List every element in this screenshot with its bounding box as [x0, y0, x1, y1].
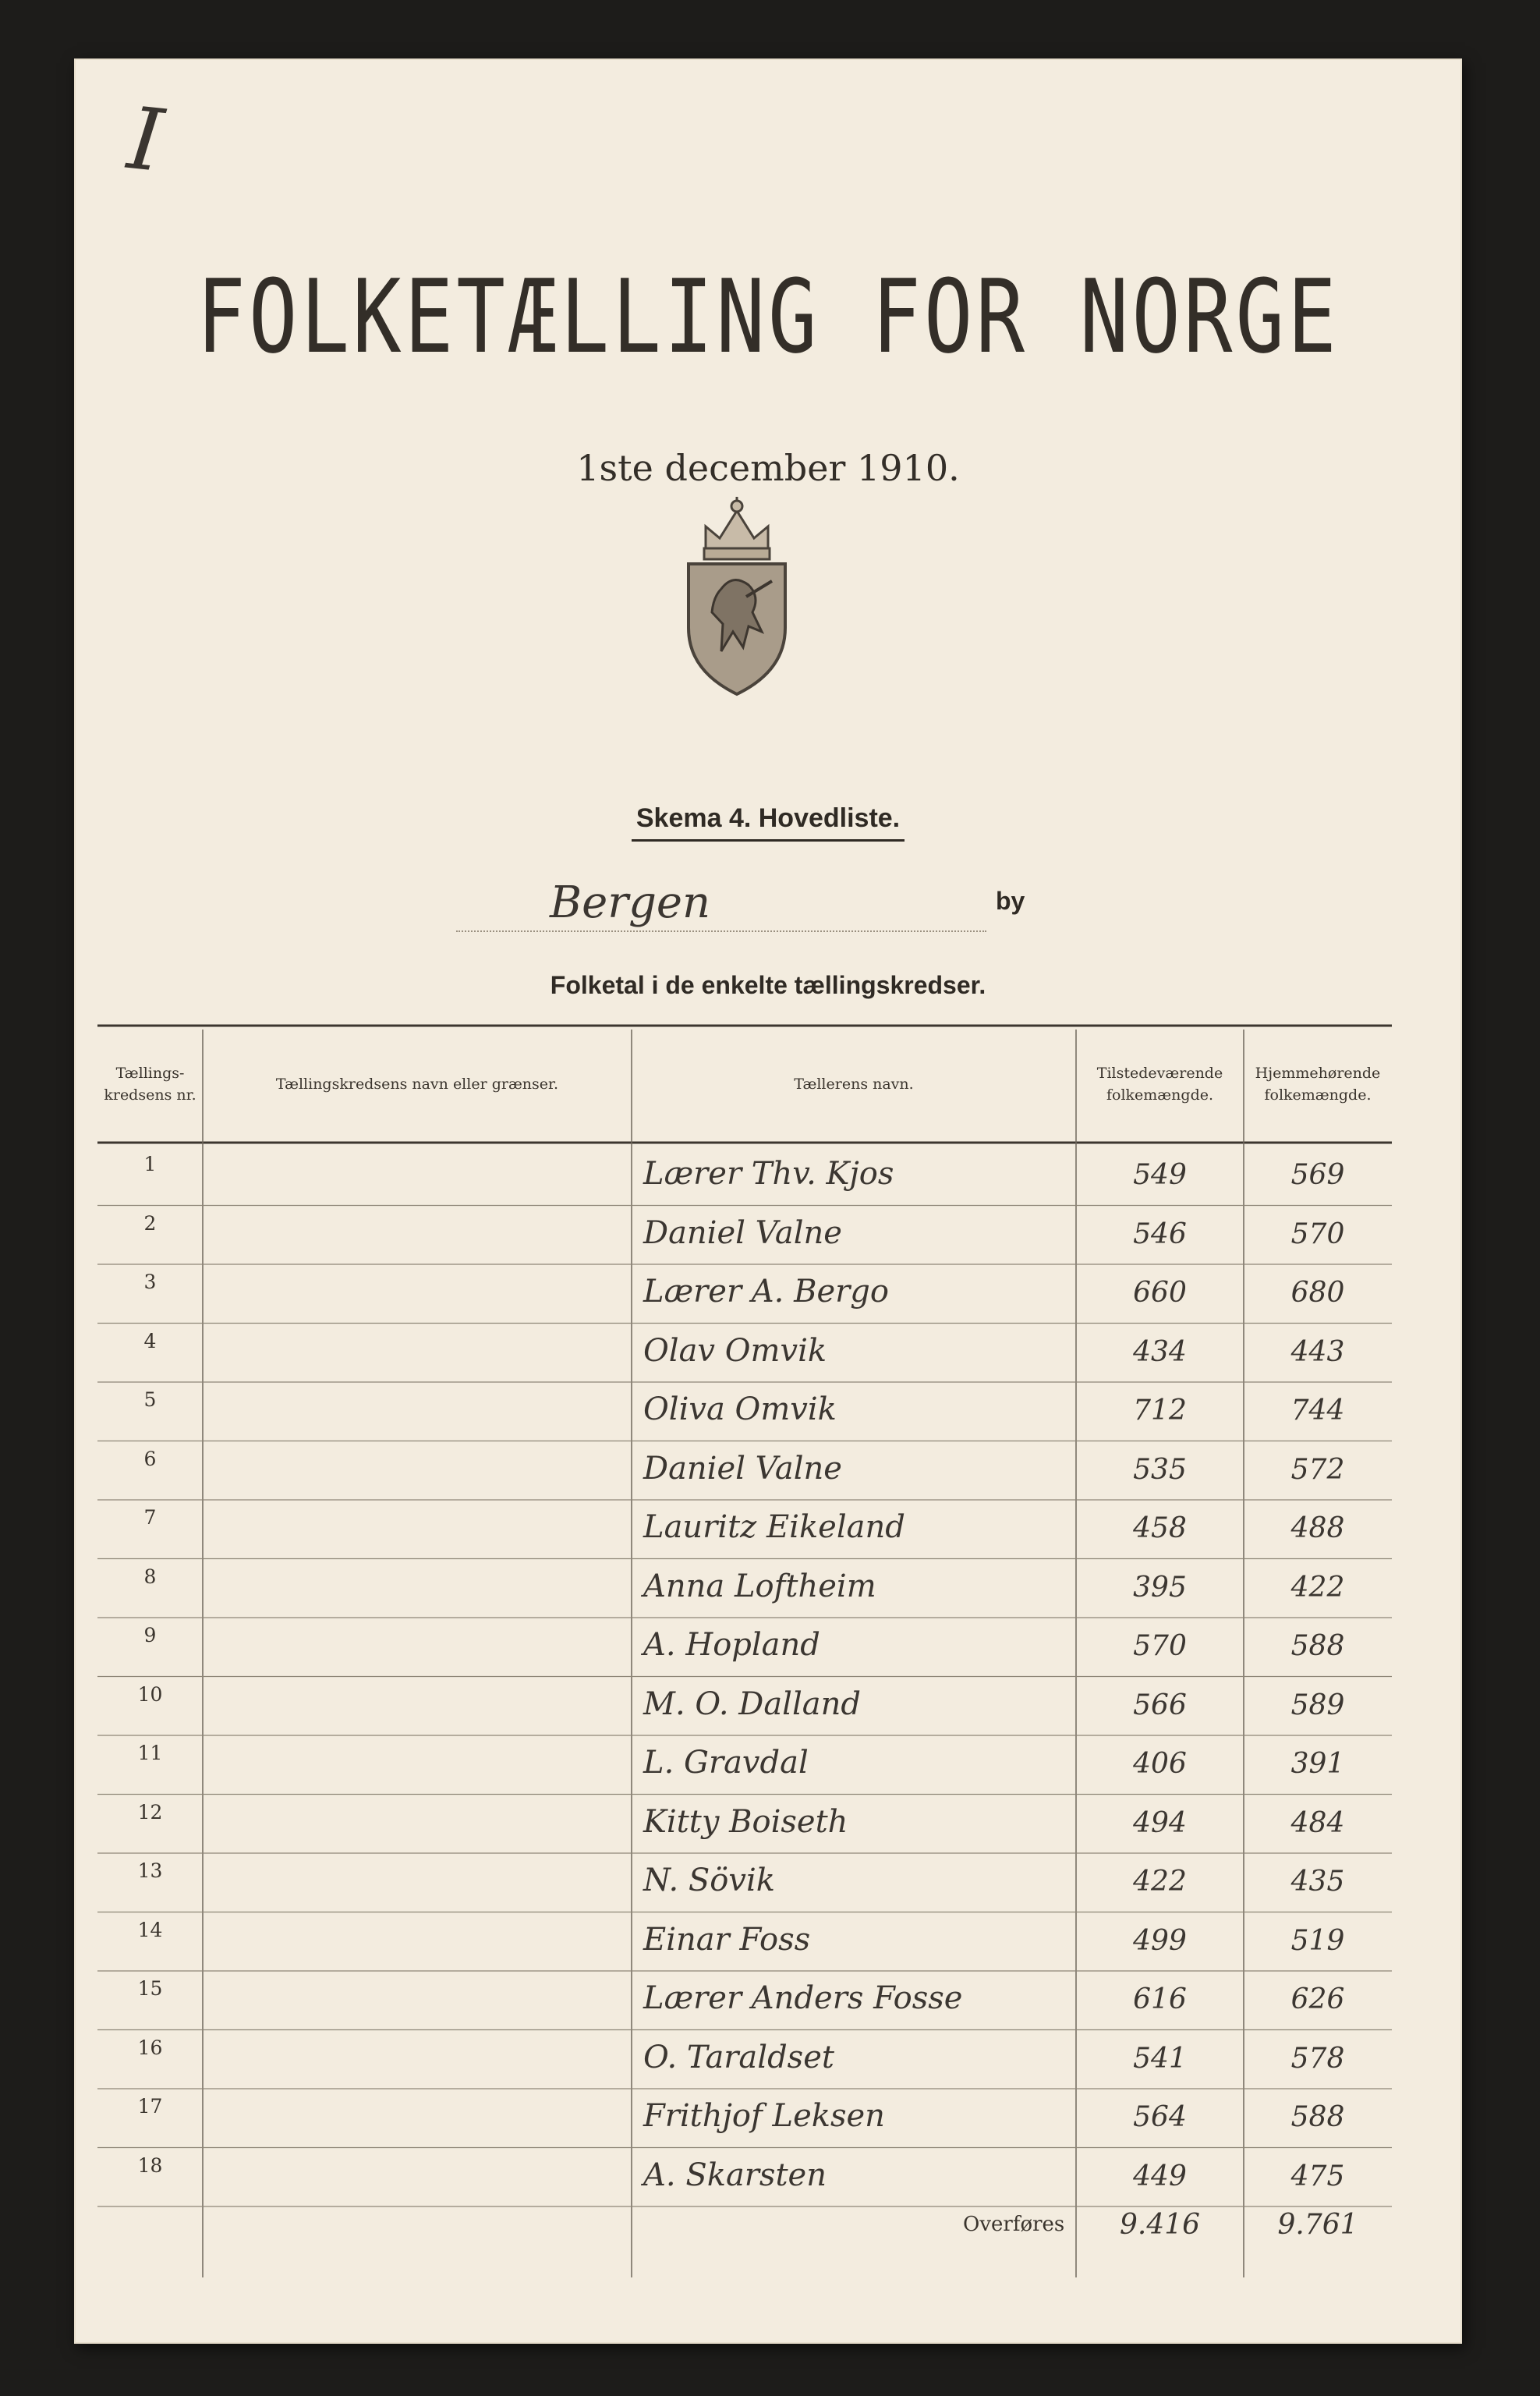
- row-present-population: 660: [1133, 1277, 1187, 1309]
- city-name: Bergen: [550, 877, 711, 928]
- row-district-number: 11: [137, 1742, 163, 1764]
- row-enumerator-name: A. Skarsten: [643, 2157, 827, 2193]
- row-present-population: 535: [1133, 1453, 1187, 1486]
- row-enumerator-name: Lærer Anders Fosse: [643, 1980, 963, 2016]
- city-field: [456, 877, 986, 932]
- row-enumerator-name: Anna Loftheim: [643, 1568, 876, 1604]
- row-present-population: 549: [1133, 1159, 1187, 1191]
- row-enumerator-name: Frithjof Leksen: [643, 2098, 885, 2134]
- row-present-population: 449: [1133, 2160, 1187, 2192]
- row-present-population: 434: [1133, 1335, 1187, 1368]
- header-enumerator-label: Tællerens navn.: [794, 1076, 914, 1093]
- row-enumerator-name: L. Gravdal: [643, 1745, 809, 1781]
- row-enumerator-name: Oliva Omvik: [643, 1391, 837, 1427]
- row-district-number: 18: [137, 2153, 163, 2177]
- row-resident-population: 589: [1290, 1689, 1345, 1721]
- row-present-population: 395: [1133, 1571, 1187, 1604]
- row-resident-population: 588: [1290, 1630, 1345, 1662]
- row-resident-population: 588: [1290, 2101, 1345, 2133]
- row-present-population: 616: [1133, 1983, 1187, 2015]
- carried-forward-present: 9.416: [1119, 2209, 1201, 2241]
- row-district-number: 5: [143, 1388, 157, 1411]
- row-resident-population: 519: [1290, 1924, 1345, 1957]
- row-district-number: 14: [137, 1918, 163, 1941]
- row-enumerator-name: A. Hopland: [643, 1627, 820, 1663]
- table-subtitle: Folketal i de enkelte tællingskredser.: [550, 971, 986, 999]
- coat-of-arms-icon: [674, 495, 799, 698]
- carried-forward-resident: 9.761: [1277, 2209, 1358, 2241]
- row-resident-population: 680: [1290, 1277, 1345, 1309]
- row-present-population: 458: [1133, 1512, 1187, 1544]
- schema-label: Skema 4. Hovedliste.: [632, 803, 905, 842]
- header-district-name-label: Tællingskredsens navn eller grænser.: [275, 1076, 559, 1093]
- row-resident-population: 484: [1290, 1806, 1345, 1839]
- row-district-number: 13: [137, 1859, 163, 1882]
- row-enumerator-name: Olav Omvik: [643, 1332, 827, 1369]
- header-enumerator: [632, 1030, 1076, 1139]
- row-present-population: 570: [1133, 1630, 1187, 1662]
- row-district-number: 3: [143, 1271, 157, 1293]
- row-resident-population: 391: [1290, 1748, 1345, 1780]
- row-resident-population: 435: [1290, 1866, 1345, 1898]
- page-mark: I: [123, 88, 168, 191]
- row-district-number: 15: [137, 1977, 163, 2000]
- row-district-number: 17: [137, 2095, 163, 2118]
- row-resident-population: 572: [1290, 1453, 1345, 1486]
- row-district-number: 6: [143, 1447, 157, 1470]
- header-present-population-label: Tilstedeværende folkemængde.: [1096, 1065, 1223, 1104]
- row-resident-population: 626: [1290, 1983, 1345, 2015]
- form-title: FOLKETÆLLING FOR NORGE: [196, 257, 1340, 377]
- row-district-number: 2: [143, 1211, 157, 1235]
- row-resident-population: 475: [1290, 2160, 1345, 2192]
- census-table: [97, 967, 1415, 2293]
- row-resident-population: 422: [1290, 1571, 1345, 1604]
- census-form-sheet: [74, 58, 1462, 2344]
- row-present-population: 564: [1133, 2101, 1187, 2133]
- header-district-number-label: Tællings- kredsens nr.: [104, 1065, 196, 1104]
- row-enumerator-name: Lærer Thv. Kjos: [643, 1156, 894, 1192]
- row-resident-population: 488: [1290, 1512, 1345, 1544]
- row-resident-population: 569: [1290, 1159, 1345, 1191]
- row-present-population: 406: [1133, 1748, 1187, 1780]
- header-resident-population: [1244, 1030, 1392, 1139]
- row-district-number: 16: [137, 2036, 163, 2059]
- header-present-population: [1076, 1030, 1244, 1139]
- schema-heading: [74, 803, 1462, 834]
- row-enumerator-name: Daniel Valne: [643, 1450, 842, 1487]
- row-district-number: 12: [137, 1800, 163, 1824]
- row-present-population: 499: [1133, 1924, 1187, 1957]
- row-enumerator-name: Kitty Boiseth: [643, 1803, 848, 1840]
- row-enumerator-name: Lauritz Eikeland: [643, 1509, 905, 1545]
- row-district-number: 10: [137, 1682, 163, 1706]
- row-district-number: 1: [143, 1153, 157, 1175]
- row-present-population: 546: [1133, 1217, 1187, 1250]
- row-enumerator-name: Lærer A. Bergo: [643, 1274, 889, 1310]
- header-resident-population-label: Hjemmehørende folkemængde.: [1255, 1065, 1381, 1104]
- row-present-population: 541: [1133, 2042, 1187, 2075]
- row-district-number: 7: [143, 1506, 157, 1529]
- row-resident-population: 570: [1290, 1217, 1345, 1250]
- header-district-name: [203, 1030, 632, 1139]
- row-present-population: 566: [1133, 1689, 1187, 1721]
- row-enumerator-name: Einar Foss: [643, 1921, 811, 1958]
- census-date: 1ste december 1910.: [576, 447, 960, 489]
- row-present-population: 494: [1133, 1806, 1187, 1839]
- row-resident-population: 443: [1290, 1335, 1345, 1368]
- row-present-population: 712: [1133, 1395, 1187, 1427]
- row-resident-population: 578: [1290, 2042, 1345, 2075]
- city-suffix: by: [996, 887, 1025, 915]
- row-district-number: 4: [143, 1329, 157, 1352]
- row-enumerator-name: O. Taraldset: [643, 2039, 834, 2075]
- header-district-number: [97, 1030, 203, 1139]
- row-district-number: 8: [143, 1565, 157, 1588]
- row-enumerator-name: Daniel Valne: [643, 1214, 842, 1251]
- row-enumerator-name: N. Sövik: [643, 1863, 775, 1898]
- row-district-number: 9: [143, 1624, 157, 1646]
- row-present-population: 422: [1133, 1866, 1187, 1898]
- row-enumerator-name: M. O. Dalland: [643, 1685, 861, 1722]
- carried-forward-label: Overføres: [963, 2213, 1065, 2236]
- row-resident-population: 744: [1290, 1395, 1345, 1427]
